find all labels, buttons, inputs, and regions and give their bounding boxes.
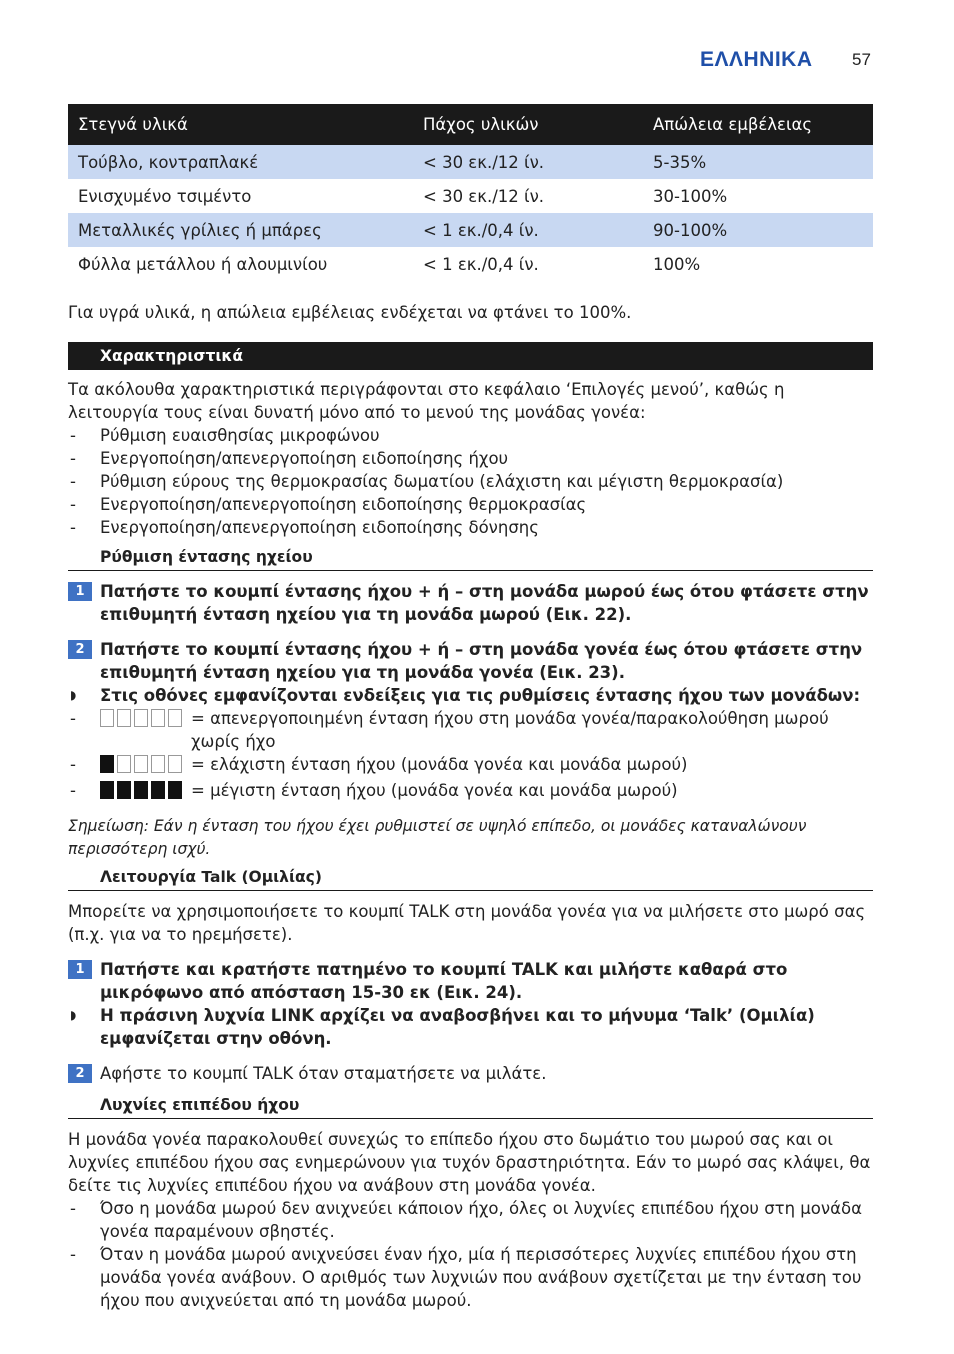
dash-bullet: - [70,781,76,800]
section-title-features: Χαρακτηριστικά [68,342,873,370]
dash-bullet: - [70,1199,76,1218]
table-header-row [68,104,873,145]
volume-level-item [68,707,873,753]
result-text: Η πράσινη λυχνία LINK αρχίζει να αναβοσβήνει και το μήνυμα ‘Talk’ (Ομιλία) εμφανίζεται στην οθόνη. [100,1006,815,1048]
step-number-badge: 2 [68,1064,92,1083]
volume-bars-icon [100,781,185,805]
volume-bar [151,781,165,799]
table-header-cell: Απώλεια εμβέλειας [643,104,873,145]
dash-bullet: - [70,1245,76,1264]
step-text: Πατήστε το κουμπί έντασης ήχου + ή – στη μονάδα γονέα έως ότου φτάσετε στην επιθυμητή ένταση ηχείου για τη μονάδα γονέα (Εικ. 23). [100,640,863,682]
result-item [68,684,873,707]
table-row [68,145,873,179]
step-item [68,580,873,626]
volume-bar [117,709,131,727]
volume-bar [168,755,182,773]
result-text: Στις οθόνες εμφανίζονται ενδείξεις για τις ρυθμίσεις έντασης ήχου των μονάδων: [100,686,861,705]
volume-level-text: = ελάχιστη ένταση ήχου (μονάδα γονέα και μονάδα μωρού) [191,755,688,774]
table-cell: Μεταλλικές γρίλιες ή μπάρες [68,213,413,247]
talk-intro: Μπορείτε να χρησιμοποιήσετε το κουμπί TALK στη μονάδα γονέα για να μιλήσετε στο μωρό σας (π.χ. για να το ηρεμήσετε). [68,902,866,944]
table-cell: 30-100% [653,186,728,206]
materials-table [68,104,873,281]
dash-bullet: - [70,755,76,774]
table-cell: 5-35% [643,145,873,179]
volume-bar [168,781,182,799]
list-item [68,516,873,539]
list-item-text: Ρύθμιση ευαισθησίας μικροφώνου [100,426,380,445]
list-item-text: Ενεργοποίηση/απενεργοποίηση ειδοποίησης δόνησης [100,518,539,537]
dash-bullet: - [70,709,76,728]
volume-bar [151,755,165,773]
step-number-badge: 1 [68,582,92,601]
list-item [68,493,873,516]
step-number-badge: 2 [68,640,92,659]
list-item [68,1243,873,1312]
subsection-title-talk: Λειτουργία Talk (Ομιλίας) [68,865,873,891]
list-item [68,424,873,447]
subsection-title-speaker-volume: Ρύθμιση έντασης ηχείου [68,545,873,571]
volume-bar [168,709,182,727]
table-cell: Φύλλα μετάλλου ή αλουμινίου [78,254,328,274]
volume-bars-icon [100,755,185,779]
list-item [68,447,873,470]
volume-bar [134,755,148,773]
wet-materials-note: Για υγρά υλικά, η απώλεια εμβέλειας ενδέχεται να φτάνει το 100%. [68,303,632,322]
subsection-title-sound-lights: Λυχνίες επιπέδου ήχου [68,1093,873,1119]
volume-bar [100,781,114,799]
table-header-cell: Στεγνά υλικά [68,104,413,145]
list-item-text: Όταν η μονάδα μωρού ανιχνεύσει έναν ήχο, μία ή περισσότερες λυχνίες επιπέδου ήχου στη μονάδα γονέα ανάβουν. Ο αριθμός των λυχνιών που ανάβουν σχετίζεται με την ένταση του ήχου που ανιχνεύεται από τη μονάδα μωρού. [100,1245,862,1310]
volume-bar [100,755,114,773]
table-cell: < 30 εκ./12 ίν. [423,186,545,206]
result-arrow-icon: ◗ [70,1008,77,1022]
volume-level-item [68,779,873,805]
list-item-text: Ρύθμιση εύρους της θερμοκρασίας δωματίου (ελάχιστη και μέγιστη θερμοκρασία) [100,472,784,491]
table-cell: Τούβλο, κοντραπλακέ [68,145,413,179]
dash-bullet: - [70,518,76,537]
sound-lights-intro: Η μονάδα γονέα παρακολουθεί συνεχώς το επίπεδο ήχου στο δωμάτιο του μωρού σας και οι λυχνίες επιπέδου ήχου σας ενημερώνουν για τυχόν δραστηριότητα. Εάν το μωρό σας κλάψει, θα δείτε τις λυχνίες επιπέδου ήχου να ανάβουν στη μονάδα γονέα. [68,1130,871,1195]
table-cell: 100% [653,254,701,274]
table-cell: < 30 εκ./12 ίν. [413,145,643,179]
dash-bullet: - [70,495,76,514]
result-item [68,1004,873,1050]
table-row [68,179,873,213]
volume-bar [117,781,131,799]
list-item-text: Όσο η μονάδα μωρού δεν ανιχνεύει κάποιον ήχο, όλες οι λυχνίες επιπέδου ήχου στη μονάδα γονέα παραμένουν σβηστές. [100,1199,862,1241]
volume-level-text: = μέγιστη ένταση ήχου (μονάδα γονέα και μονάδα μωρού) [191,781,678,800]
dash-bullet: - [70,426,76,445]
step-text: Πατήστε και κρατήστε πατημένο το κουμπί TALK και μιλήστε καθαρά στο μικρόφωνο από απόσταση 15-30 εκ (Εικ. 24). [100,960,788,1002]
result-arrow-icon: ◗ [70,688,77,702]
dash-bullet: - [70,449,76,468]
volume-bar [117,755,131,773]
list-item [68,470,873,493]
volume-bar [151,709,165,727]
table-cell: Ενισχυμένο τσιμέντο [78,186,252,206]
volume-bar [134,781,148,799]
step-text: Πατήστε το κουμπί έντασης ήχου + ή – στη μονάδα μωρού έως ότου φτάσετε στην επιθυμητή ένταση ηχείου για τη μονάδα μωρού (Εικ. 22). [100,582,869,624]
language-label: ΕΛΛΗΝΙΚΑ [700,48,813,71]
table-cell: < 1 εκ./0,4 ίν. [413,213,643,247]
step-text: Αφήστε το κουμπί TALK όταν σταματήσετε να μιλάτε. [100,1064,547,1083]
volume-bars-icon [100,709,185,733]
features-intro: Τα ακόλουθα χαρακτηριστικά περιγράφονται στο κεφάλαιο ‘Επιλογές μενού’, καθώς η λειτουργία τους είναι δυνατή μόνο από το μενού της μονάδας γονέα: [68,380,785,422]
note-text: Σημείωση: Εάν η ένταση του ήχου έχει ρυθμιστεί σε υψηλό επίπεδο, οι μονάδες καταναλώνουν περισσότερη ισχύ. [68,817,807,858]
step-number-badge: 1 [68,960,92,979]
list-item-text: Ενεργοποίηση/απενεργοποίηση ειδοποίησης θερμοκρασίας [100,495,587,514]
table-header-cell: Πάχος υλικών [413,104,643,145]
page-number: 57 [852,50,871,69]
volume-bar [134,709,148,727]
step-item [68,638,873,684]
volume-level-text: = απενεργοποιημένη ένταση ήχου στη μονάδα γονέα/παρακολούθηση μωρού χωρίς ήχο [191,709,829,751]
dash-bullet: - [70,472,76,491]
list-item-text: Ενεργοποίηση/απενεργοποίηση ειδοποίησης ήχου [100,449,509,468]
table-row [68,213,873,247]
table-row [68,247,873,281]
table-cell: 90-100% [643,213,873,247]
step-item [68,958,873,1004]
volume-level-item [68,753,873,779]
volume-bar [100,709,114,727]
table-cell: < 1 εκ./0,4 ίν. [423,254,539,274]
list-item [68,1197,873,1243]
page-content [68,104,873,1312]
step-item [68,1062,873,1085]
